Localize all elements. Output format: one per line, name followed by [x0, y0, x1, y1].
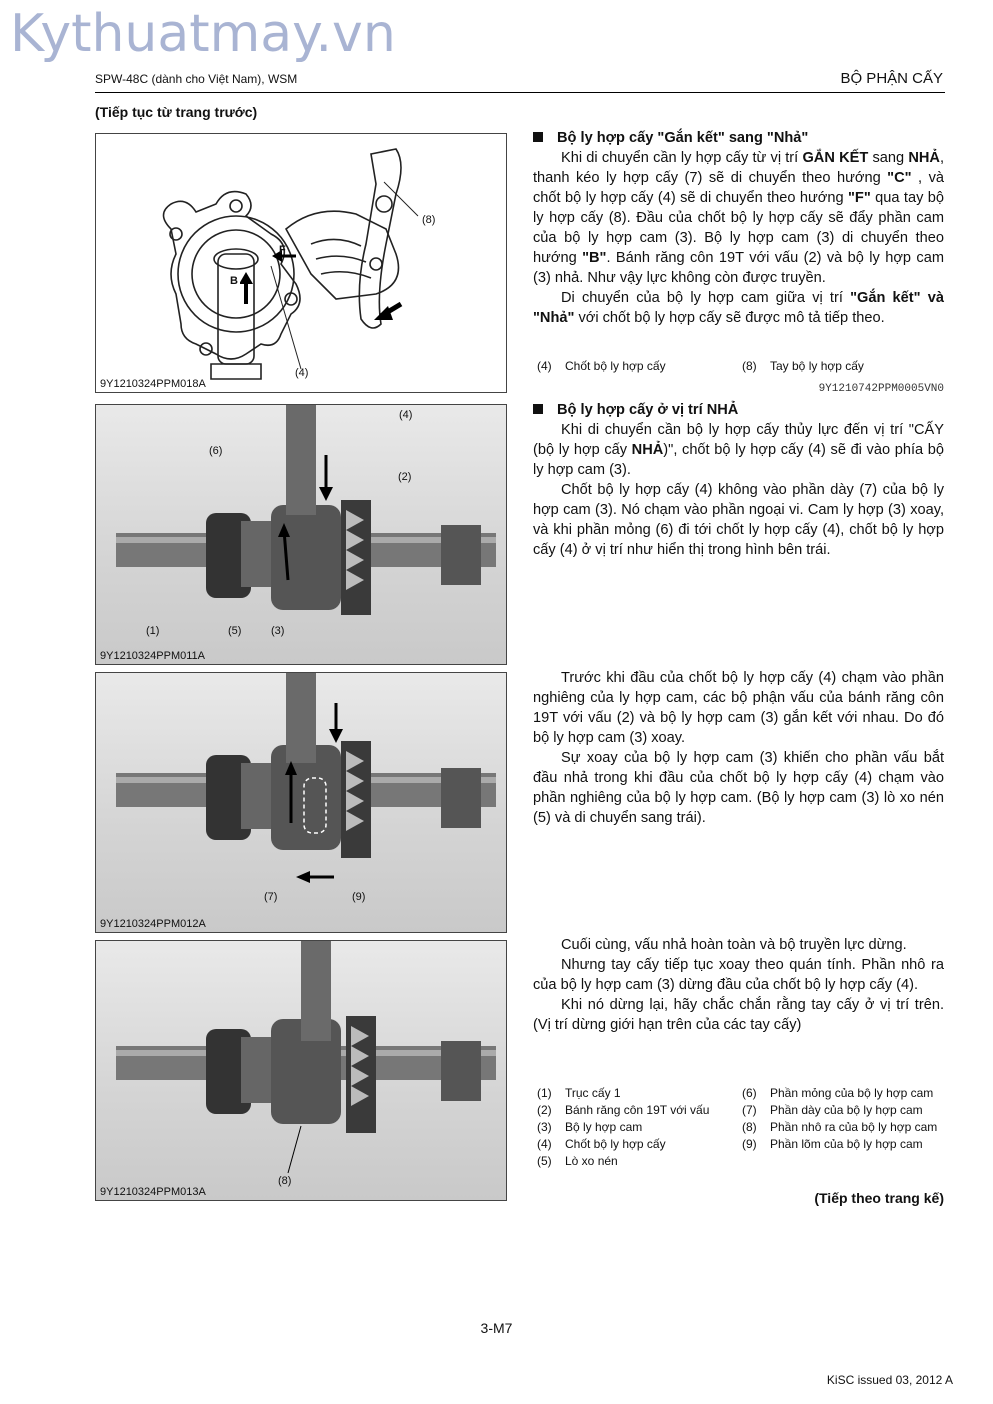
continued-next-label: (Tiếp theo trang kế) [814, 1190, 944, 1206]
paragraph: Khi di chuyển cần bộ ly hợp cấy thủy lực đến vị trí "CẤY (bộ ly hợp cấy NHẢ)", chốt bộ ly hợp cấy (4) sẽ đi vào phía bộ ly hợp cam (3). [533, 422, 944, 478]
figure-clutch-arm-drawing [95, 133, 507, 393]
legend-num: (7) [742, 1103, 757, 1117]
header-rule [95, 92, 945, 93]
callout-F: F [279, 244, 286, 256]
legend-num: (6) [742, 1086, 757, 1100]
figure-id: 9Y1210324PPM012A [100, 918, 206, 930]
legend-section2-left [537, 1085, 742, 1170]
legend-text: Phần mỏng của bộ ly hợp cam [770, 1086, 934, 1100]
section-release-text-3 [533, 935, 944, 1035]
callout-8: (8) [422, 214, 436, 226]
legend-num: (4) [537, 1137, 552, 1151]
paragraph: Trước khi đầu của chốt bộ ly hợp cấy (4) chạm vào phần nghiêng của ly hợp cam, các bộ phận vấu của bánh răng côn 19T với vấu (2) và bộ ly hợp cam (3) gắn kết với nhau. Do đó bộ ly hợp cam (3) xoay. [533, 670, 944, 746]
figure-clutch-photo-2 [95, 672, 507, 933]
legend-text: Bộ ly hợp cam [565, 1120, 643, 1134]
callout-6: (6) [209, 445, 223, 457]
figure-clutch-photo-1 [95, 404, 507, 665]
page-number: 3-M7 [480, 1320, 513, 1336]
callout-3: (3) [271, 625, 285, 637]
clutch-shaft-photo-3 [96, 941, 506, 1200]
square-bullet-icon [533, 132, 543, 142]
figure-id: 9Y1210324PPM011A [100, 650, 205, 662]
section-release-position [533, 400, 944, 560]
paragraph: Chốt bộ ly hợp cấy (4) không vào phần dày (7) của bộ ly hợp cam (3). Nó chạm vào phần ngoại vi. Cam ly hợp (3) xoay, và khi phần mỏng (6) đi tới chốt ly hợp cấy (4), chốt bộ ly hợp cấy (4) ở vị trí như hiển thị trong hình bên trái. [533, 482, 944, 558]
callout-5: (5) [228, 625, 242, 637]
legend-section1 [537, 358, 937, 375]
legend-num: (2) [537, 1103, 552, 1117]
section-release-text-2 [533, 668, 944, 828]
legend-text: Trục cấy 1 [565, 1086, 621, 1100]
paragraph: Di chuyển của bộ ly hợp cam giữa vị trí "Gắn kết" và "Nhả" với chốt bộ ly hợp cấy sẽ được mô tả tiếp theo. [533, 290, 944, 326]
legend-text: Chốt bộ ly hợp cấy [565, 1137, 666, 1151]
figure-id: 9Y1210324PPM013A [100, 1186, 206, 1198]
continued-from-label: (Tiếp tục từ trang trước) [95, 104, 258, 120]
paragraph: Nhưng tay cấy tiếp tục xoay theo quán tính. Phần nhô ra của bộ ly hợp cam (3) dừng đầu của chốt bộ ly hợp cấy (4). [533, 957, 944, 993]
section-title: Bộ ly hợp cấy "Gắn kết" sang "Nhả" [533, 128, 944, 148]
paragraph: Khi di chuyển cần ly hợp cấy từ vị trí GẮN KẾT sang NHẢ, thanh kéo ly hợp cấy (7) sẽ di chuyển theo hướng "C" , và chốt bộ ly hợp cấy (4) sẽ di chuyển theo hướng "F" qua tay bộ ly hợp cấy (8). Đầu của chốt bộ ly hợp cấy sẽ đẩy phần cam của bộ ly hợp cam (3). Bộ ly hợp cam (3) di chuyển theo hướng "B". Bánh răng côn 19T với vấu (2) và bộ ly hợp cam (3) nhả. Như vậy lực không còn được truyền. [533, 150, 945, 286]
issue-info: KiSC issued 03, 2012 A [826, 1373, 953, 1387]
section-engage-to-release [533, 128, 944, 328]
paragraph: Khi nó dừng lại, hãy chắc chắn rằng tay cấy ở vị trí trên. (Vị trí dừng giới hạn trên của các tay cấy) [533, 997, 944, 1033]
legend-num: (3) [537, 1120, 552, 1134]
section-code: 9Y1210742PPM0005VN0 [818, 383, 944, 395]
header-section-title: BỘ PHẬN CẤY [840, 70, 943, 87]
legend-num: (4) [537, 359, 552, 373]
callout-1: (1) [146, 625, 160, 637]
watermark-logo: Kythuatmay.vn [10, 4, 396, 64]
legend-num: (5) [537, 1154, 552, 1168]
figure-id: 9Y1210324PPM018A [100, 378, 206, 390]
callout-8: (8) [278, 1175, 292, 1187]
clutch-shaft-photo-2 [96, 673, 506, 932]
section-title: Bộ ly hợp cấy ở vị trí NHẢ [533, 400, 944, 420]
legend-text: Lò xo nén [565, 1154, 618, 1168]
legend-text: Chốt bộ ly hợp cấy [565, 359, 666, 373]
legend-text: Tay bộ ly hợp cấy [770, 359, 864, 373]
legend-text: Phần nhô ra của bộ ly hợp cam [770, 1120, 938, 1134]
paragraph: Cuối cùng, vấu nhả hoàn toàn và bộ truyền lực dừng. [561, 937, 907, 953]
callout-4: (4) [399, 409, 413, 421]
legend-num: (1) [537, 1086, 552, 1100]
legend-num: (8) [742, 359, 757, 373]
legend-text: Phần dày của bộ ly hợp cam [770, 1103, 923, 1117]
callout-B: B [230, 275, 238, 287]
legend-text: Phần lõm của bộ ly hợp cam [770, 1137, 923, 1151]
clutch-arm-illustration [96, 134, 506, 392]
callout-4: (4) [295, 367, 309, 379]
legend-text: Bánh răng côn 19T với vấu [565, 1103, 710, 1117]
callout-2: (2) [398, 471, 412, 483]
figure-clutch-photo-3 [95, 940, 507, 1201]
paragraph: Sự xoay của bộ ly hợp cam (3) khiến cho phần vấu bắt đầu nhả trong khi đầu của chốt bộ ly hợp cấy (4) chạm vào phần nghiêng của bộ ly hợp cam. (Bộ ly hợp cam (3) lò xo nén (5) và di chuyển sang trái). [533, 750, 944, 826]
legend-num: (8) [742, 1120, 757, 1134]
header-manual-title: SPW-48C (dành cho Việt Nam), WSM [95, 72, 298, 86]
legend-section2-right [742, 1085, 947, 1153]
square-bullet-icon [533, 404, 543, 414]
callout-7: (7) [264, 891, 278, 903]
legend-num: (9) [742, 1137, 757, 1151]
callout-9: (9) [352, 891, 366, 903]
